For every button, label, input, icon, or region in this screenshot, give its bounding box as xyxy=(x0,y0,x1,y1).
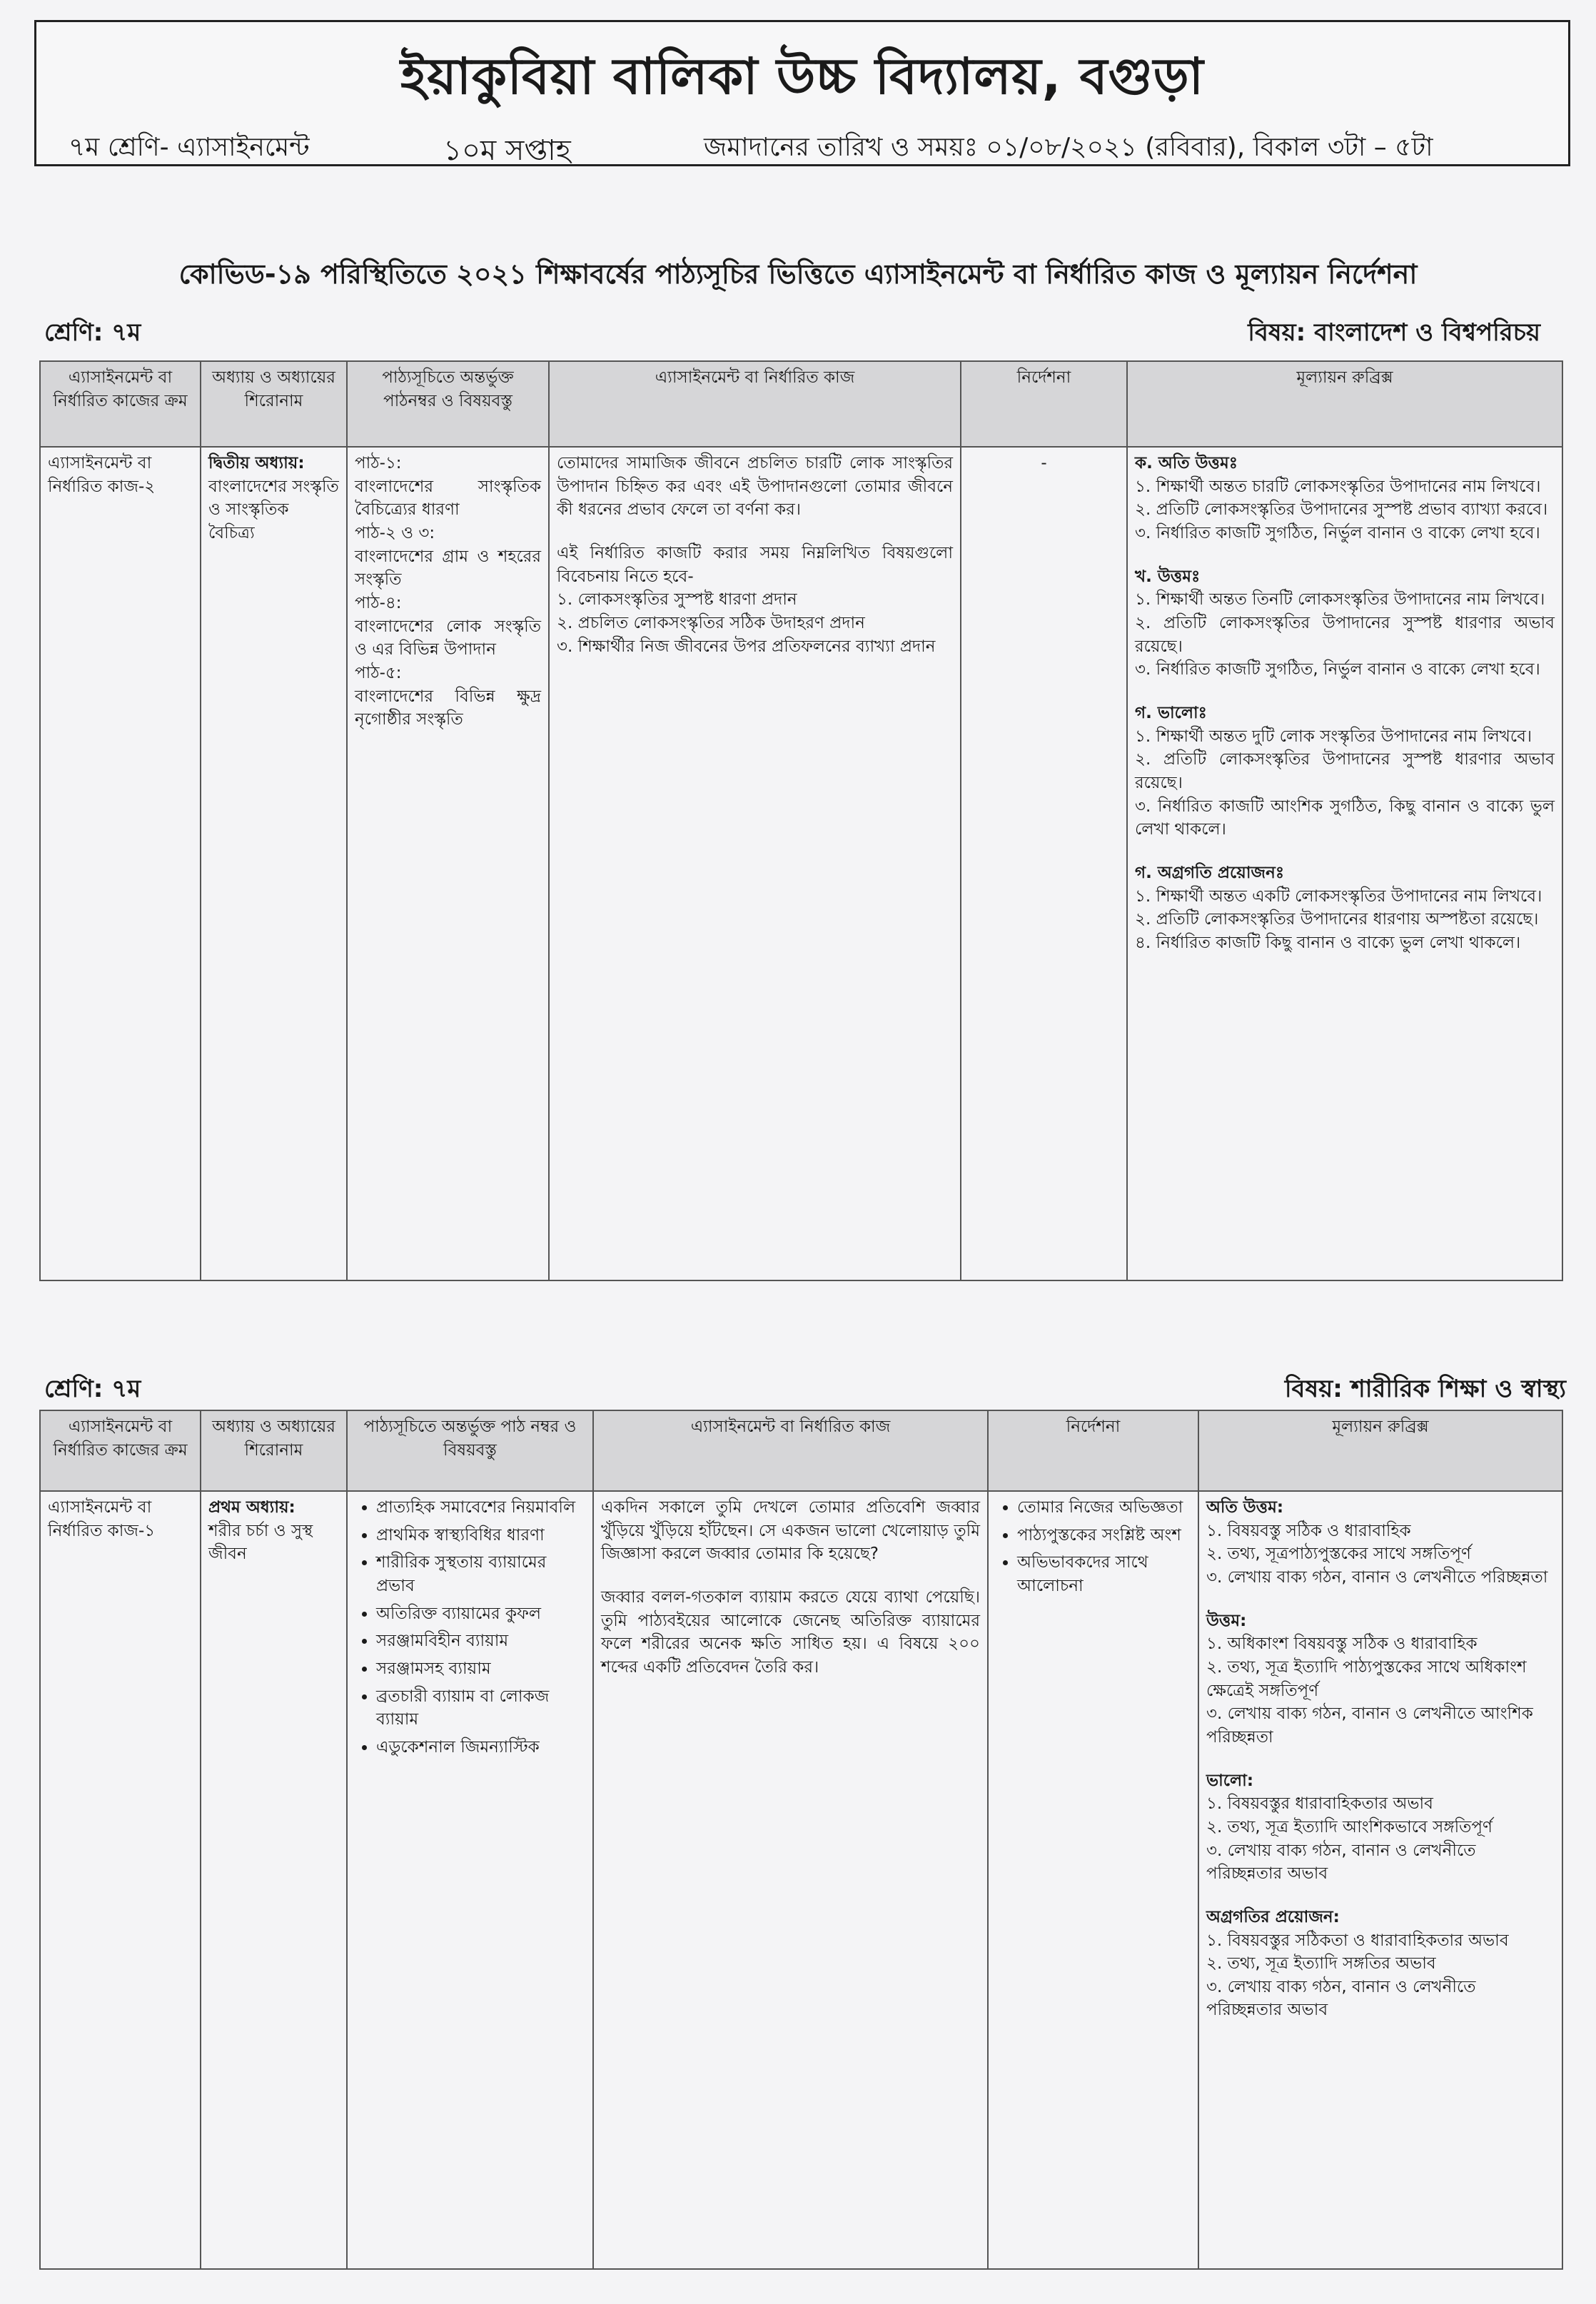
chapter-cell xyxy=(201,447,347,1280)
col-header-rubric: মূল্যায়ন রুব্রিক্স xyxy=(1127,361,1562,447)
submission-info: জমাদানের তারিখ ও সময়ঃ ০১/০৮/২০২১ (রবিবার), বিকাল ৩টা – ৫টা xyxy=(704,133,1433,162)
lesson-line: পাঠ-১: xyxy=(355,454,402,473)
section2-class-label: শ্রেণি: ৭ম xyxy=(44,1375,141,1403)
rubric-item: ৩. লেখায় বাক্য গঠন, বানান ও লেখনীতে পরিচ্ছন্নতার অভাব xyxy=(1206,1841,1476,1884)
col-header-order: এ্যাসাইনমেন্ট বা নির্ধারিত কাজের ক্রম xyxy=(40,1410,201,1491)
list-item: • সরঞ্জামসহ ব্যায়াম xyxy=(376,1657,585,1681)
week-label: ১০ম সপ্তাহ xyxy=(443,134,571,167)
list-item: • প্রাত্যহিক সমাবেশের নিয়মাবলি xyxy=(376,1496,585,1520)
rubric-item: ৩. লেখায় বাক্য গঠন, বানান ও লেখনীতে পরিচ্ছন্নতার অভাব xyxy=(1206,1977,1476,2020)
class-assignment-label: ৭ম শ্রেণি- এ্যাসাইনমেন্ট xyxy=(69,133,310,162)
list-item: • পাঠ্যপুস্তকের সংশ্লিষ্ট অংশ xyxy=(1017,1524,1191,1547)
rubric-title: ক. অতি উত্তমঃ xyxy=(1135,454,1238,473)
rubric-item: ১. বিষয়বস্তুর ধারাবাহিকতার অভাব xyxy=(1206,1794,1433,1814)
rubric-item: ২. তথ্য, সূত্র ইত্যাদি পাঠ্যপুস্তকের সাথে অধিকাংশ ক্ষেত্রেই সঙ্গতিপূর্ণ xyxy=(1206,1657,1527,1700)
task-paragraph: একদিন সকালে তুমি দেখলে তোমার প্রতিবেশি জব্বার খুঁড়িয়ে খুঁড়িয়ে হাঁটছেন। সে একজন ভালো খেলোয়াড় তুমি জিজ্ঞাসা করলে জব্বার তোমার কি হয়েছে? xyxy=(601,1498,980,1564)
task-point: ৩. শিক্ষার্থীর নিজ জীবনের উপর প্রতিফলনের ব্যাখ্যা প্রদান xyxy=(557,637,936,656)
rubric-item: ১. শিক্ষার্থী অন্তত তিনটি লোকসংস্কৃতির উপাদানের নাম লিখবে। xyxy=(1135,590,1545,610)
list-item: • অতিরিক্ত ব্যায়ামের কুফল xyxy=(376,1602,585,1626)
rubric-item: ২. প্রতিটি লোকসংস্কৃতির উপাদানের সুস্পষ্ট প্রভাব ব্যাখ্যা করবে। xyxy=(1135,500,1548,520)
rubric-cell xyxy=(1127,447,1562,1280)
col-header-chapter: অধ্যায় ও অধ্যায়ের শিরোনাম xyxy=(201,361,347,447)
list-item: • শারীরিক সুস্থতায় ব্যায়ামের প্রভাব xyxy=(376,1551,585,1597)
rubric-title: গ. অগ্রগতি প্রয়োজনঃ xyxy=(1135,863,1285,882)
col-header-chapter: অধ্যায় ও অধ্যায়ের শিরোনাম xyxy=(201,1410,347,1491)
rubric-item: ১. শিক্ষার্থী অন্তত একটি লোকসংস্কৃতির উপাদানের নাম লিখবে। xyxy=(1135,886,1542,906)
col-header-task: এ্যাসাইনমেন্ট বা নির্ধারিত কাজ xyxy=(549,361,961,447)
main-heading: কোভিড-১৯ পরিস্থিতিতে ২০২১ শিক্ষাবর্ষের পাঠ্যসূচির ভিত্তিতে এ্যাসাইনমেন্ট বা নির্ধারিত কাজ ও মূল্যায়ন নির্দেশনা xyxy=(178,258,1418,290)
rubric-title: খ. উত্তমঃ xyxy=(1135,567,1201,586)
rubric-item: ৩. নির্ধারিত কাজটি সুগঠিত, নির্ভুল বানান ও বাক্যে লেখা হবে। xyxy=(1135,523,1540,542)
rubric-item: ৩. লেখায় বাক্য গঠন, বানান ও লেখনীতে পরিচ্ছন্নতা xyxy=(1206,1567,1548,1587)
rubric-item: ১. বিষয়বস্তুর সঠিকতা ও ধারাবাহিকতার অভাব xyxy=(1206,1931,1509,1950)
rubric-title: ভালো: xyxy=(1206,1771,1254,1790)
rubric-item: ৩. লেখায় বাক্য গঠন, বানান ও লেখনীতে আংশিক পরিচ্ছন্নতা xyxy=(1206,1704,1533,1747)
lesson-line: বাংলাদেশের লোক সংস্কৃতি ও এর বিভিন্ন উপাদান xyxy=(355,617,541,660)
assignment-order: এ্যাসাইনমেন্ট বা নির্ধারিত কাজ-১ xyxy=(40,1491,201,2269)
rubric-item: ২. তথ্য, সূত্র ইত্যাদি আংশিকভাবে সঙ্গতিপূর্ণ xyxy=(1206,1817,1493,1836)
section1-class-label: শ্রেণি: ৭ম xyxy=(44,318,141,347)
rubric-cell xyxy=(1198,1491,1562,2269)
list-item: • অভিভাবকদের সাথে আলোচনা xyxy=(1017,1551,1191,1597)
col-header-lessons: পাঠ্যসূচিতে অন্তর্ভুক্ত পাঠ নম্বর ও বিষয়বস্তু xyxy=(347,1410,593,1491)
school-name: ইয়াকুবিয়া বালিকা উচ্চ বিদ্যালয়, বগুড়া xyxy=(400,47,1204,106)
table-row xyxy=(40,1491,1562,2269)
task-consider: এই নির্ধারিত কাজটি করার সময় নিম্নলিখিত বিষয়গুলো বিবেচনায় নিতে হবে- xyxy=(557,543,953,586)
lessons-cell xyxy=(347,447,549,1280)
chapter-title: বাংলাদেশের সংস্কৃতি ও সাংস্কৃতিক বৈচিত্র্য xyxy=(208,477,339,542)
chapter-label: দ্বিতীয় অধ্যায়: xyxy=(208,454,305,473)
rubric-item: ২. তথ্য, সূত্রপাঠ্যপুস্তকের সাথে সঙ্গতিপূর্ণ xyxy=(1206,1545,1471,1564)
direction-list xyxy=(996,1496,1191,1598)
task-point: ২. প্রচলিত লোকসংস্কৃতির সঠিক উদাহরণ প্রদান xyxy=(557,613,865,632)
rubric-item: ২. প্রতিটি লোকসংস্কৃতির উপাদানের সুস্পষ্ট ধারণার অভাব রয়েছে। xyxy=(1135,750,1555,792)
section2-subject-label: বিষয়: শারীরিক শিক্ষা ও স্বাস্থ্য xyxy=(1284,1375,1566,1403)
rubric-title: গ. ভালোঃ xyxy=(1135,703,1207,722)
table-row xyxy=(40,447,1562,1280)
lesson-line: পাঠ-২ ও ৩: xyxy=(355,523,435,542)
col-header-order: এ্যাসাইনমেন্ট বা নির্ধারিত কাজের ক্রম xyxy=(40,361,201,447)
lesson-line: পাঠ-৫: xyxy=(355,663,402,682)
rubric-item: ২. তথ্য, সূত্র ইত্যাদি সঙ্গতির অভাব xyxy=(1206,1954,1436,1974)
list-item: • ব্রতচারী ব্যায়াম বা লোকজ ব্যায়াম xyxy=(376,1685,585,1732)
rubric-title: অতি উত্তম: xyxy=(1206,1498,1284,1517)
task-cell xyxy=(593,1491,988,2269)
school-header-box xyxy=(34,20,1570,166)
lesson-line: বাংলাদেশের গ্রাম ও শহরের সংস্কৃতি xyxy=(355,547,541,590)
table-header-row xyxy=(40,1410,1562,1491)
chapter-title: শরীর চর্চা ও সুস্থ জীবন xyxy=(208,1521,313,1564)
section2-table xyxy=(39,1410,1563,2270)
rubric-item: ১. শিক্ষার্থী অন্তত চারটি লোকসংস্কৃতির উপাদানের নাম লিখবে। xyxy=(1135,477,1541,496)
chapter-cell xyxy=(201,1491,347,2269)
rubric-item: ৩. নির্ধারিত কাজটি আংশিক সুগঠিত, কিছু বানান ও বাক্যে ভুল লেখা থাকলে। xyxy=(1135,797,1555,839)
rubric-item: ৪. নির্ধারিত কাজটি কিছু বানান ও বাক্যে ভুল লেখা থাকলে। xyxy=(1135,933,1521,952)
table-header-row xyxy=(40,361,1562,447)
assignment-order: এ্যাসাইনমেন্ট বা নির্ধারিত কাজ-২ xyxy=(40,447,201,1280)
list-item: • তোমার নিজের অভিজ্ঞতা xyxy=(1017,1496,1191,1520)
list-item: • এডুকেশনাল জিমন্যাস্টিক xyxy=(376,1736,585,1759)
task-point: ১. লোকসংস্কৃতির সুস্পষ্ট ধারণা প্রদান xyxy=(557,590,797,610)
col-header-direction: নির্দেশনা xyxy=(961,361,1127,447)
lessons-cell xyxy=(347,1491,593,2269)
col-header-rubric: মূল্যায়ন রুব্রিক্স xyxy=(1198,1410,1562,1491)
rubric-title: উত্তম: xyxy=(1206,1611,1247,1630)
col-header-lessons: পাঠ্যসূচিতে অন্তর্ভুক্ত পাঠনম্বর ও বিষয়বস্তু xyxy=(347,361,549,447)
rubric-item: ৩. নির্ধারিত কাজটি সুগঠিত, নির্ভুল বানান ও বাক্যে লেখা হবে। xyxy=(1135,660,1540,679)
col-header-task: এ্যাসাইনমেন্ট বা নির্ধারিত কাজ xyxy=(593,1410,988,1491)
lesson-line: পাঠ-৪: xyxy=(355,593,402,612)
lesson-line: বাংলাদেশের বিভিন্ন ক্ষুদ্র নৃগোষ্ঠীর সংস্কৃতি xyxy=(355,687,541,729)
direction-cell: - xyxy=(961,447,1127,1280)
rubric-item: ২. প্রতিটি লোকসংস্কৃতির উপাদানের সুস্পষ্ট ধারণার অভাব রয়েছে। xyxy=(1135,613,1555,656)
task-main: তোমাদের সামাজিক জীবনে প্রচলিত চারটি লোক সাংস্কৃতির উপাদান চিহ্নিত কর এবং এই উপাদানগুলো তোমার জীবনে কী ধরনের প্রভাব ফেলে তা বর্ণনা কর। xyxy=(557,454,953,520)
task-cell xyxy=(549,447,961,1280)
rubric-item: ১. শিক্ষার্থী অন্তত দুটি লোক সংস্কৃতির উপাদানের নাম লিখবে। xyxy=(1135,727,1532,746)
section1-table xyxy=(39,360,1563,1281)
list-item: • প্রাথমিক স্বাস্থ্যবিধির ধারণা xyxy=(376,1524,585,1547)
rubric-item: ২. প্রতিটি লোকসংস্কৃতির উপাদানের ধারণায় অস্পষ্টতা রয়েছে। xyxy=(1135,910,1539,929)
lesson-line: বাংলাদেশের সাংস্কৃতিক বৈচিত্র্যের ধারণা xyxy=(355,477,541,520)
col-header-direction: নির্দেশনা xyxy=(988,1410,1198,1491)
lesson-list xyxy=(355,1496,585,1759)
rubric-item: ১. অধিকাংশ বিষয়বস্তু সঠিক ও ধারাবাহিক xyxy=(1206,1634,1478,1654)
direction-cell xyxy=(988,1491,1198,2269)
chapter-label: প্রথম অধ্যায়: xyxy=(208,1498,296,1517)
section1-subject-label: বিষয়: বাংলাদেশ ও বিশ্বপরিচয় xyxy=(1248,318,1540,347)
rubric-item: ১. বিষয়বস্তু সঠিক ও ধারাবাহিক xyxy=(1206,1521,1411,1540)
task-paragraph: জব্বার বলল-গতকাল ব্যায়াম করতে যেয়ে ব্যাথা পেয়েছি। তুমি পাঠ্যবইয়ের আলোকে জেনেছ অতিরিক্ত ব্যায়ামের ফলে শরীরের অনেক ক্ষতি সাধিত হয়। এ বিষয়ে ২০০ শব্দের একটি প্রতিবেদন তৈরি কর। xyxy=(601,1587,980,1677)
list-item: • সরঞ্জামবিহীন ব্যায়াম xyxy=(376,1630,585,1653)
rubric-title: অগ্রগতির প্রয়োজন: xyxy=(1206,1907,1340,1926)
